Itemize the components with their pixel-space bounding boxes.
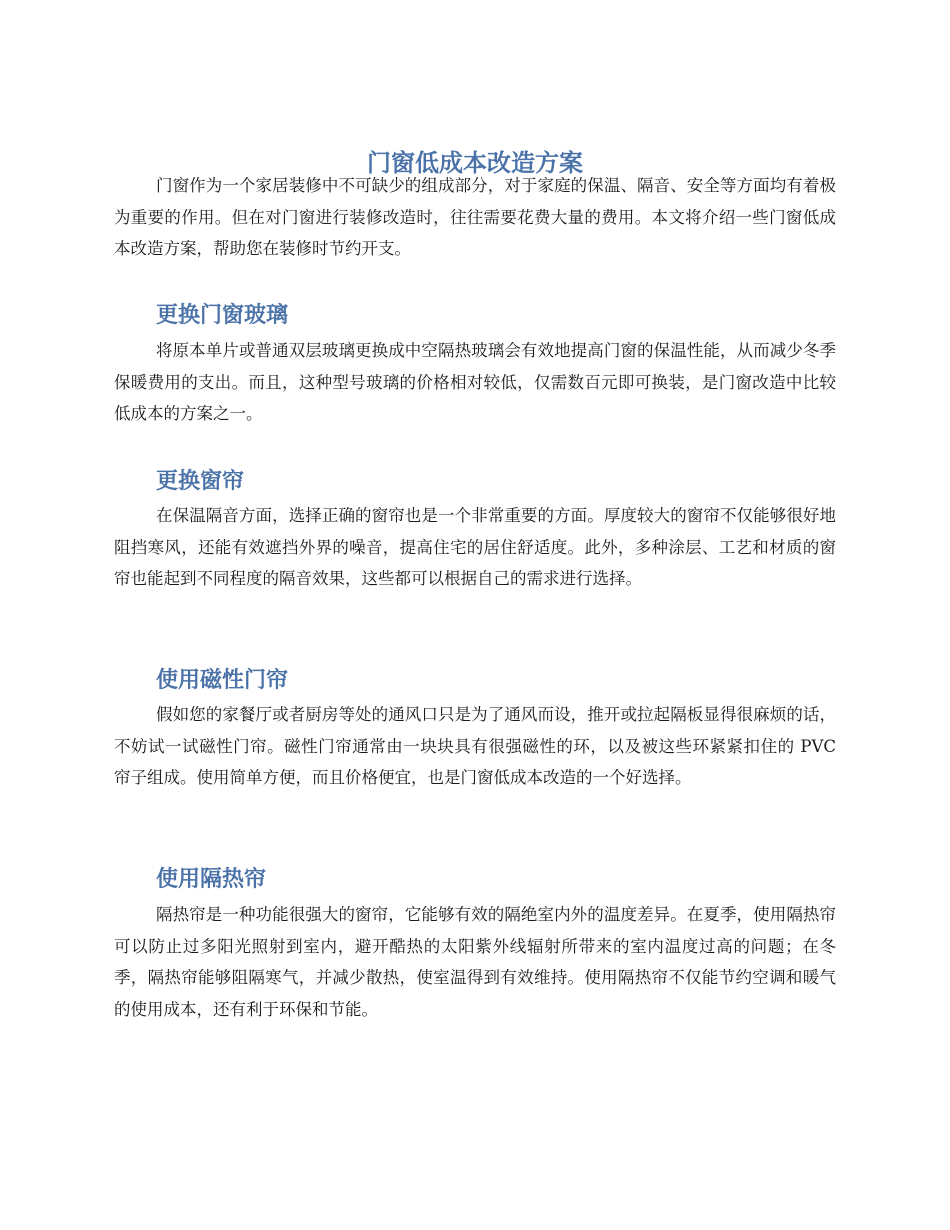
section-heading-curtain: 更换窗帘: [156, 469, 245, 494]
section-body-glass: 将原本单片或普通双层玻璃更换成中空隔热玻璃会有效地提高门窗的保温性能，从而减少冬季保暖费用的支出。而且，这种型号玻璃的价格相对较低，仅需数百元即可换装，是门窗改造中比较低成本的方案之一。: [114, 341, 836, 423]
section-heading-thermal-curtain: 使用隔热帘: [156, 867, 267, 892]
intro-paragraph: 门窗作为一个家居装修中不可缺少的组成部分，对于家庭的保温、隔音、安全等方面均有着极为重要的作用。但在对门窗进行装修改造时，往往需要花费大量的费用。本文将介绍一些门窗低成本改造方案，帮助您在装修时节约开支。: [114, 176, 836, 258]
section-heading-glass: 更换门窗玻璃: [156, 303, 289, 328]
section-heading-magnetic-curtain: 使用磁性门帘: [156, 668, 289, 693]
document-title: 门窗低成本改造方案: [367, 149, 583, 177]
section-body-magnetic-curtain: 假如您的家餐厅或者厨房等处的通风口只是为了通风而设，推开或拉起隔板显得很麻烦的话，不妨试一试磁性门帘。磁性门帘通常由一块块具有很强磁性的环，以及被这些环紧紧扣住的 PVC 帘子组成。使用简单方便，而且价格便宜，也是门窗低成本改造的一个好选择。: [114, 705, 836, 787]
section-body-thermal-curtain: 隔热帘是一种功能很强大的窗帘，它能够有效的隔绝室内外的温度差异。在夏季，使用隔热帘可以防止过多阳光照射到室内，避开酷热的太阳紫外线辐射所带来的室内温度过高的问题；在冬季，隔热帘能够阻隔寒气，并减少散热，使室温得到有效维持。使用隔热帘不仅能节约空调和暖气的使用成本，还有利于环保和节能。: [114, 905, 836, 1019]
section-body-curtain: 在保温隔音方面，选择正确的窗帘也是一个非常重要的方面。厚度较大的窗帘不仅能够很好地阻挡寒风，还能有效遮挡外界的噪音，提高住宅的居住舒适度。此外，多种涂层、工艺和材质的窗帘也能起到不同程度的隔音效果，这些都可以根据自己的需求进行选择。: [114, 506, 836, 588]
